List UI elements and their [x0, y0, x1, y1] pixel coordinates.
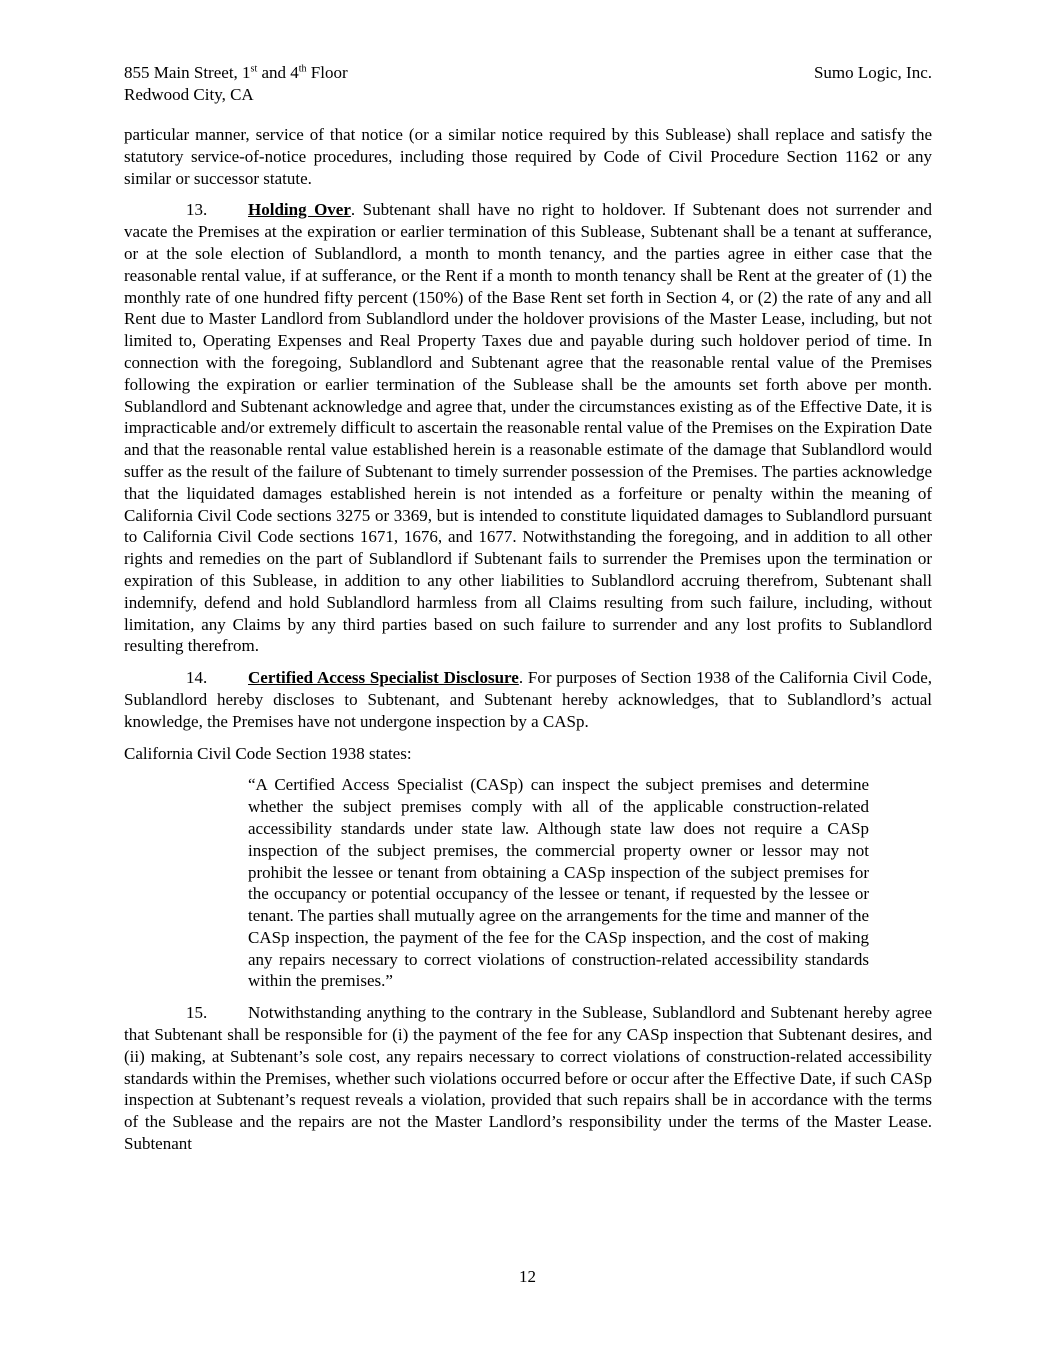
page-header — [124, 62, 932, 106]
intro-paragraph: particular manner, service of that notice (or a similar notice required by this Sublease) shall replace and satisfy the statutory service-of-notice procedures, including those required by Code of Civil Procedure Section 1162 or any similar or successor statute. — [124, 125, 932, 188]
header-street: 855 Main Street, 1st and 4th Floor — [124, 63, 348, 82]
header-city: Redwood City, CA — [124, 84, 254, 104]
section-13-number: 13. — [186, 200, 208, 220]
section-15 — [124, 1002, 932, 1155]
header-address — [124, 62, 348, 106]
section-15-number: 15. — [186, 1003, 208, 1023]
section-14-number: 14. — [186, 668, 208, 688]
block-quote: “A Certified Access Specialist (CASp) can inspect the subject premises and determine whether the subject premises comply with all of the applicable construction-related accessibility standards under state law. Although state law does not require a CASp inspection of the subject premises, the commercial property owner or lessor may not prohibit the lessee or tenant from obtaining a CASp inspection of the subject premises for the occupancy or potential occupancy of the lessee or tenant, if requested by the lessee or tenant. The parties shall mutually agree on the arrangements for the time and manner of the CASp inspection, the payment of the fee for the CASp inspection, and the cost of making any repairs necessary to correct violations of construction-related accessibility standards within the premises.” — [248, 775, 869, 991]
section-13 — [124, 199, 932, 657]
header-company: Sumo Logic, Inc. — [813, 63, 932, 82]
section-13-text: . Subtenant shall have no right to holdover. If Subtenant does not surrender and vacate the Premises at the expiration or earlier termination of this Sublease, Subtenant shall be a tenant at sufferance, or at the sole election of Sublandlord, a month to month tenancy, and the parties agree in either case that the reasonable rental value, if at sufferance, or the Rent if a month to month tenancy shall be Rent at the greater of (1) the monthly rate of one hundred fifty percent (150%) of the Base Rent set forth in Section 4, or (2) the rate of any and all Rent due to Master Landlord from Sublandlord under the holdover provisions of the Master Lease, including, but not limited to, Operating Expenses and Real Property Taxes due and payable during such holdover period of time. In connection with the foregoing, Sublandlord and Subtenant agree that the reasonable rental value of the Premises following the expiration or earlier termination of the Sublease shall be the amounts set forth above per month. Sublandlord and Subtenant acknowledge and agree that, under the circumstances existing as of the Effective Date, it is impracticable and/or extremely difficult to ascertain the reasonable rental value of the Premises on the Expiration Date and that the reasonable rental value established herein is a reasonable estimate of the damage that Sublandlord would suffer as the result of the failure of Subtenant to timely surrender possession of the Premises. The parties acknowledge that the liquidated damages established herein is not intended as a forfeiture or penalty within the meaning of California Civil Code sections 3275 or 3369, but is intended to constitute liquidated damages to Sublandlord pursuant to California Civil Code sections 1671, 1676, and 1677. Notwithstanding the foregoing, and in addition to all other rights and remedies on the part of Sublandlord if Subtenant fails to surrender the Premises upon the termination or expiration of this Sublease, in addition to any other liabilities to Sublandlord accruing therefrom, Subtenant shall indemnify, defend and hold Sublandlord harmless from all Claims resulting from such failure, including, without limitation, any Claims by any third parties based on such failure to surrender and any lost profits to Sublandlord resulting therefrom. — [124, 200, 932, 656]
section-15-text: Notwithstanding anything to the contrary in the Sublease, Sublandlord and Subtenant hereby agree that Subtenant shall be responsible for (i) the payment of the fee for any CASp inspection that Subtenant desires, and (ii) making, at Subtenant’s sole cost, any repairs necessary to correct violations of construction-related accessibility standards within the Premises, whether such violations occurred before or occur after the Effective Date, if such CASp inspection at Subtenant’s request reveals a violation, provided that such repairs shall be in accordance with the terms of the Sublease and the repairs are not the Master Landlord’s responsibility under the terms of the Master Lease. Subtenant — [124, 1003, 932, 1154]
document-body — [124, 124, 932, 1165]
section-14 — [124, 667, 932, 732]
section-14-heading: Certified Access Specialist Disclosure — [248, 668, 519, 688]
page-number: 12 — [519, 1267, 536, 1286]
section-13-heading: Holding Over — [248, 200, 351, 220]
code-intro: California Civil Code Section 1938 states: — [124, 743, 412, 763]
section-14-text: . For purposes of Section 1938 of the California Civil Code, Sublandlord hereby discloses to Subtenant, and Subtenant hereby acknowledges, that to Sublandlord’s actual knowledge, the Premises have not undergone inspection by a CASp. — [124, 668, 932, 731]
